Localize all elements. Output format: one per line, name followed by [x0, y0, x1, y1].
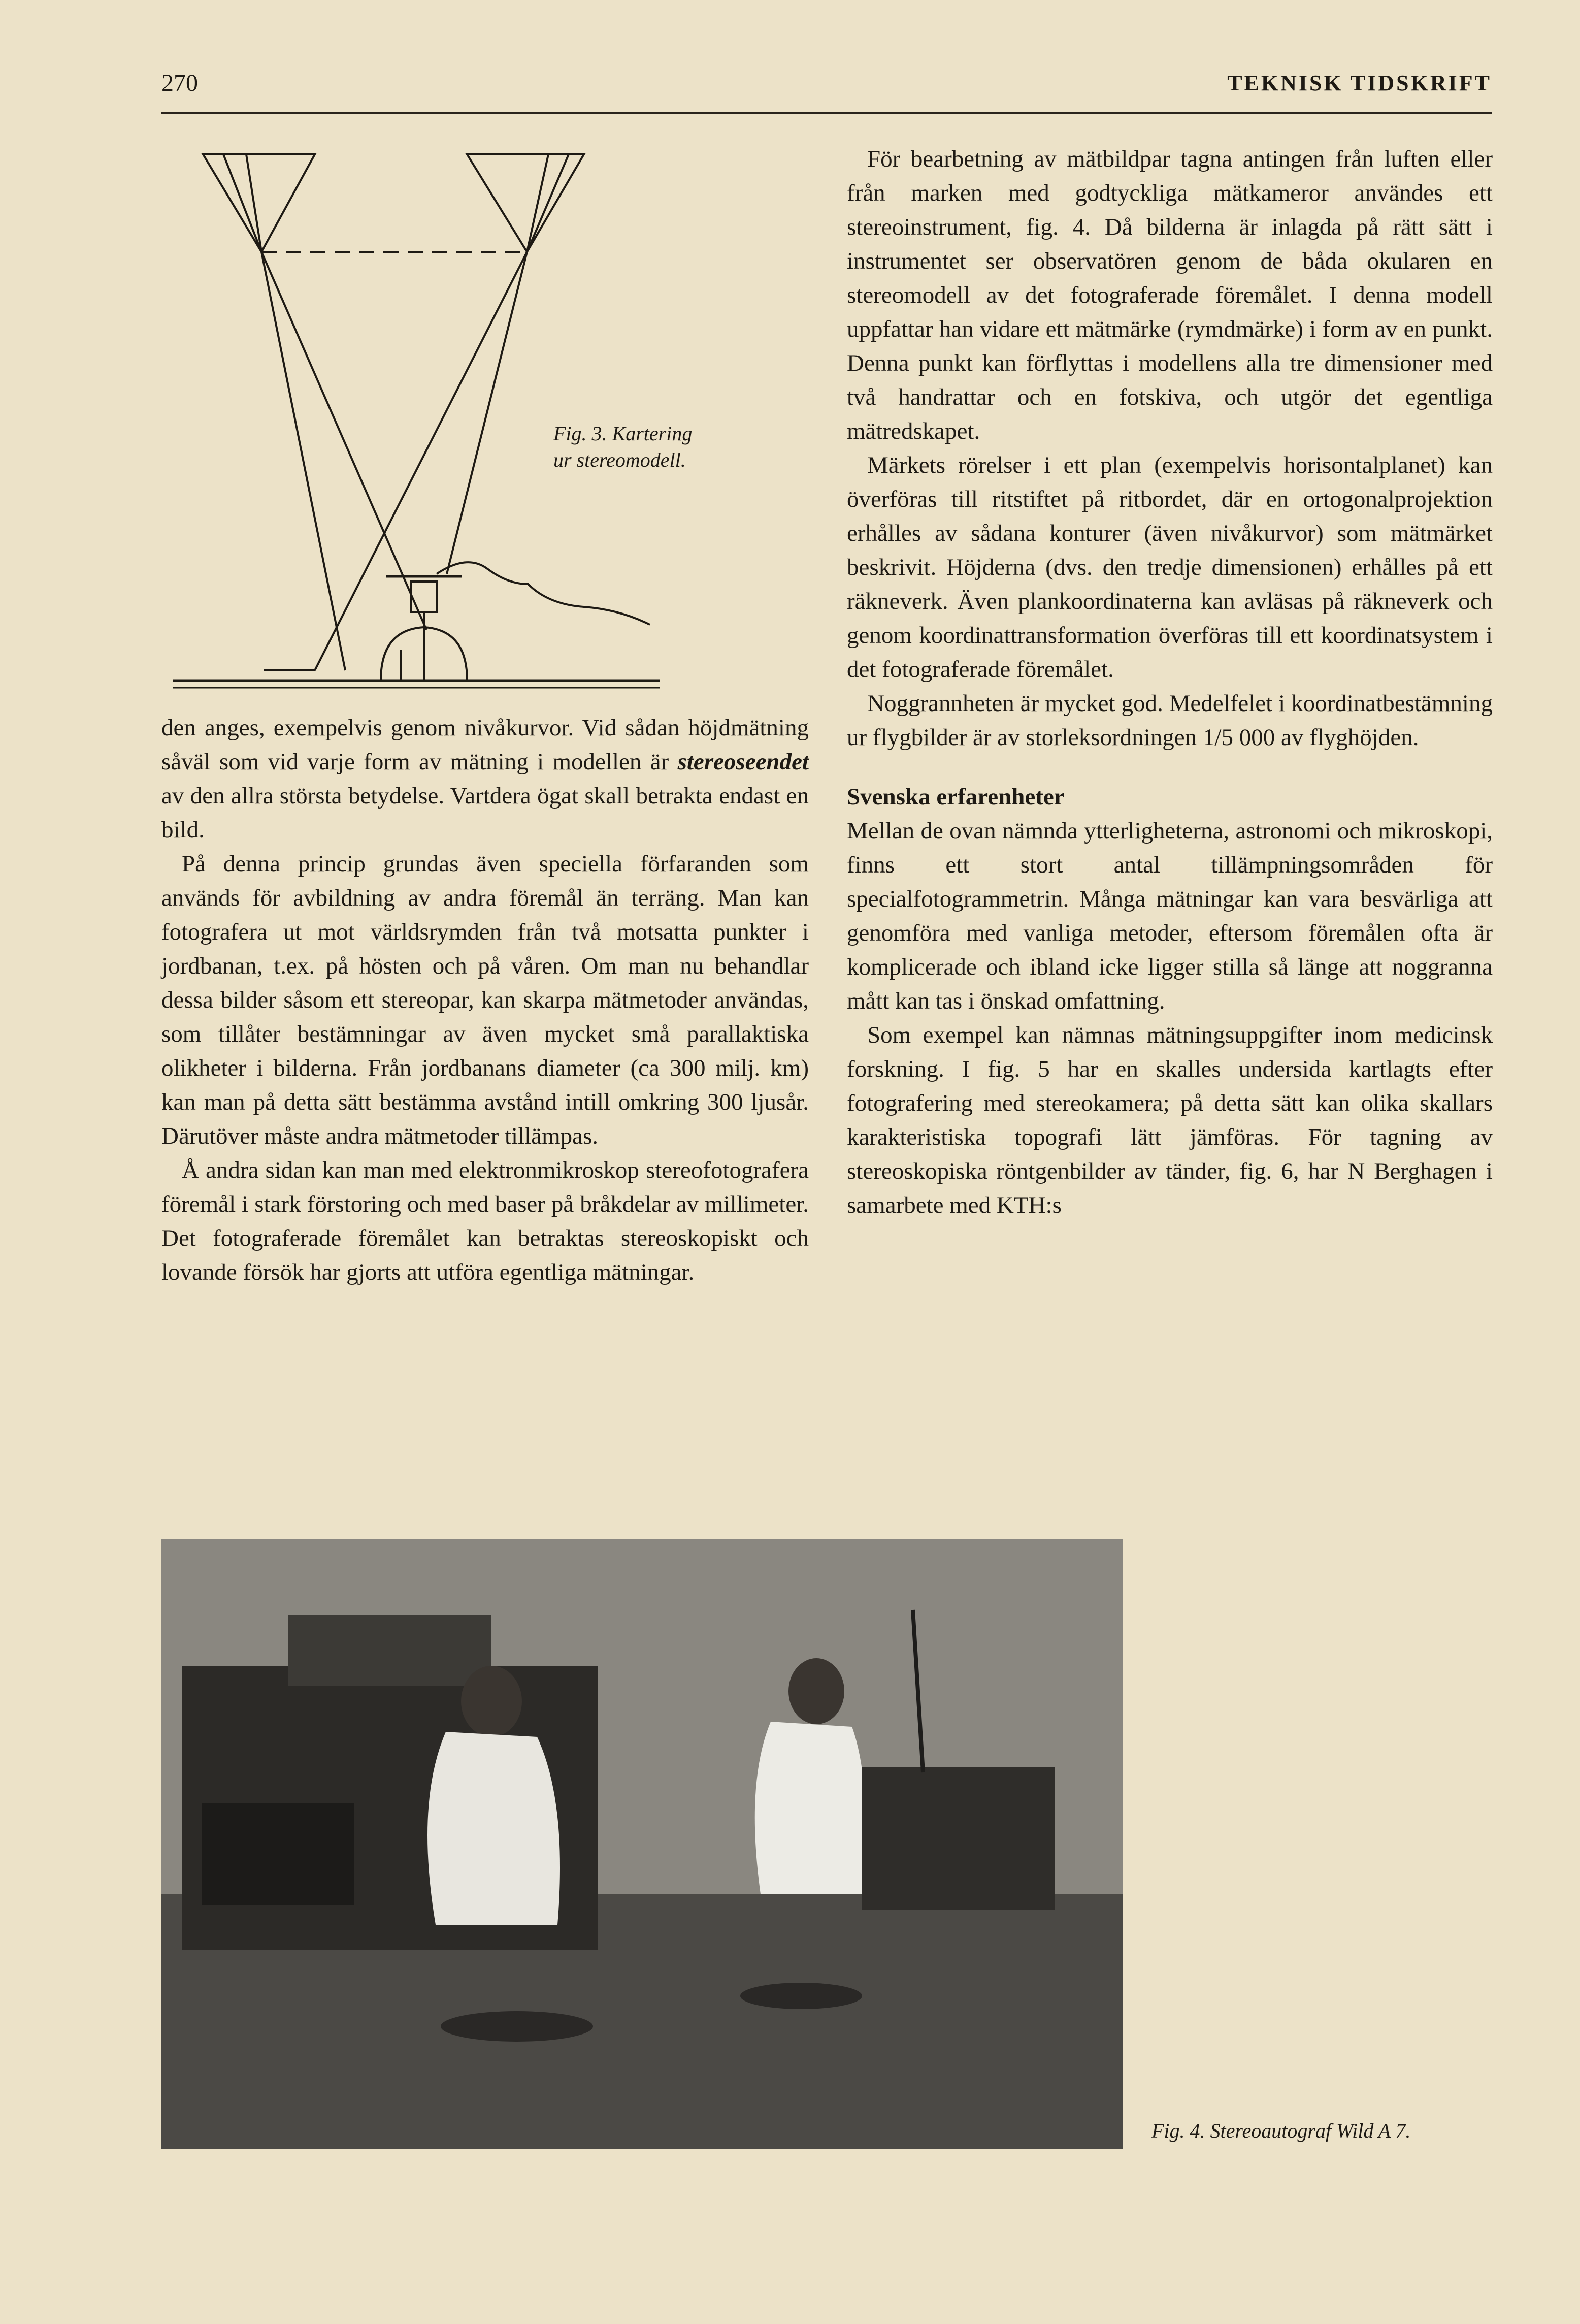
operator-2-coat [755, 1722, 866, 1894]
paragraph: Som exempel kan nämnas mätningsuppgifter inom medicinsk forskning. I fig. 5 har en skalles undersida kartlagts efter fotografering med stereokamera; på detta sätt kan olika skallars karakteristiska topografi lätt jämföras. För tagning av stereoskopiska röntgenbilder av tänder, fig. 6, har N Berghagen i samarbete med KTH:s [847, 1022, 1493, 1218]
tracing-column [411, 582, 437, 612]
paragraph-text: av den allra största betydelse. Vartdera ögat skall betrakta endast en bild. [161, 783, 809, 843]
page-number: 270 [161, 70, 198, 96]
operator-1-coat [427, 1732, 560, 1925]
figure-4-caption: Fig. 4. Stereoautograf Wild A 7. [1151, 2119, 1411, 2142]
paragraph [161, 711, 809, 847]
stereoautograph-photo [161, 1539, 1123, 2149]
paragraph: Noggrannheten är mycket god. Medelfelet i koordinatbestämning ur flygbilder är av storleksordningen 1/5 000 av flyghöjden. [847, 690, 1493, 751]
section-heading: Svenska erfarenheter [847, 784, 1065, 810]
emphasis-term: stereoseendet [677, 749, 809, 775]
figure-4-photo [161, 1539, 1123, 2149]
figure-3-caption: Fig. 3. Kartering ur stereomodell. [553, 422, 693, 471]
right-camera-cone [467, 154, 584, 252]
paragraph: För bearbetning av mätbildpar tagna antingen från luften eller från marken med godtyckliga mätkameror användes ett stereoinstrument, fig. 4. Då bilderna är inlagda på rätt sätt i instrumentet ser observatören genom de båda okularen en stereomodell av det fotograferade föremålet. I denna modell uppfattar han vidare ett mätmärke (rymdmärke) i form av en punkt. Denna punkt kan förflyttas i modellens alla tre dimensioner med två handrattar och en fotskiva, och utgör det egentliga mätredskapet. [847, 146, 1493, 444]
paragraph: På denna princip grundas även speciella förfaranden som används för avbildning av andra föremål än terräng. Man kan fotografera ut mot världsrymden från två motsatta punkter i jordbanan, t.ex. på hösten och på våren. Om man nu behandlar dessa bilder såsom ett stereopar, kan skarpa mätmetoder användas, som tillåter bestämningar av även mycket små parallaktiska olikheter i bilderna. Från jordbanans diameter (ca 300 milj. km) kan man på detta sätt bestämma avstånd intill omkring 300 ljusår. Därutöver måste andra mätmetoder tillämpas. [161, 851, 809, 1149]
paragraph: Mellan de ovan nämnda ytterligheterna, astronomi och mikroskopi, finns ett stort antal tillämpningsområden för specialfotogrammetrin. Många mätningar kan vara besvärliga att genomföra med vanliga metoder, eftersom föremålen ofta är komplicerade och ibland icke ligger stilla så länge att noggranna mått kan tas i önskad omfattning. [847, 818, 1493, 1014]
terrain-profile [437, 562, 650, 625]
paragraph: Märkets rörelser i ett plan (exempelvis horisontalplanet) kan överföras till ritstiftet på ritbordet, där en ortogonalprojektion erhålles av sådana konturer (även nivåkurvor) som mätmärket beskrivit. Höjderna (dvs. den tredje dimensionen) erhålles på ett räkneverk. Även plankoordinaterna kan avläsas på räkneverk och genom koordinattransformation överföras till ett koordinatsystem i det fotograferade föremålet. [847, 452, 1493, 683]
paragraph: Å andra sidan kan man med elektronmikroskop stereofotografera föremål i stark förstoring och med baser på bråkdelar av millimeter. Det fotograferade föremålet kan betraktas stereoskopiskt och lovande försök har gjorts att utföra egentliga mätningar. [161, 1157, 809, 1285]
page-header [161, 61, 1492, 114]
drawing-table [862, 1767, 1055, 1910]
left-column [161, 711, 809, 1289]
journal-title: TEKNISK TIDSKRIFT [1227, 71, 1492, 95]
figure-3 [162, 147, 693, 696]
paragraph-text: den anges, exempelvis genom nivåkurvor. Vid sådan höjdmätning såväl som vid varje form av mätning i modellen är [161, 715, 809, 775]
right-column [847, 142, 1493, 1222]
